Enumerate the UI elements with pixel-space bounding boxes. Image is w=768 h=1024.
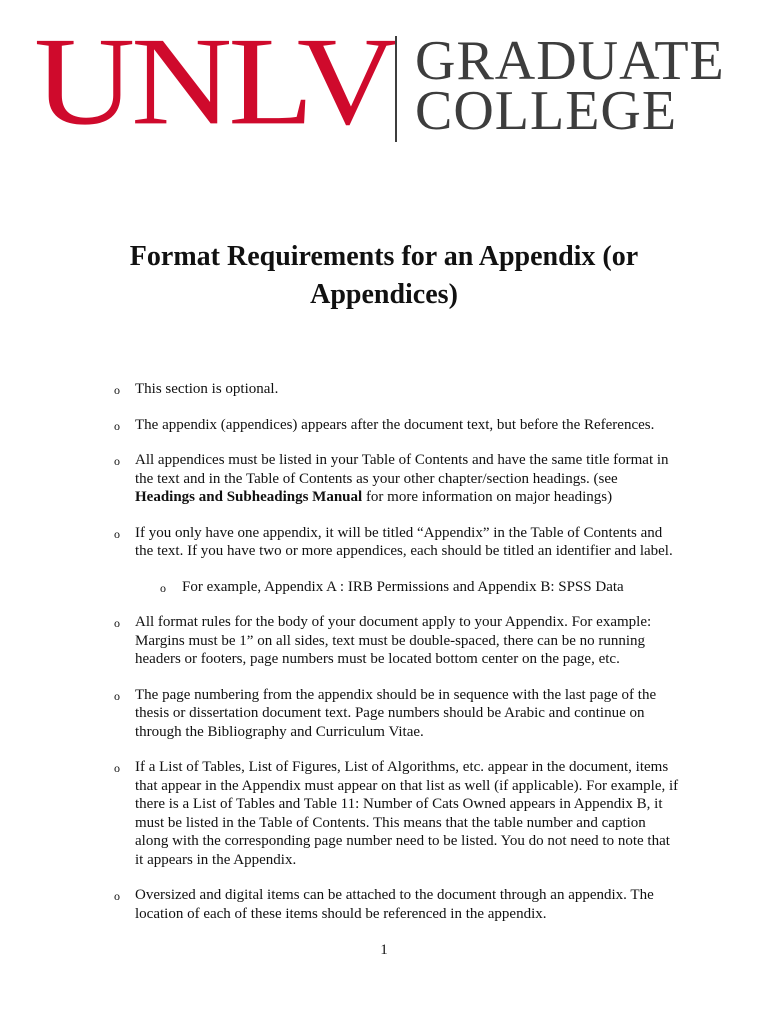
bullet-marker: o — [114, 526, 120, 541]
list-item-text: The page numbering from the appendix should be in sequence with the last page of the thesis or dissertation document text. Page numbers should be Arabic and continue on through the Bibliography and Curriculum Vitae. — [135, 686, 657, 740]
list-item-text: All appendices must be listed in your Table of Contents and have the same title format in the text and in the Table of Contents as your other chapter/section headings. (see — [135, 452, 669, 487]
list-item-text-continued: for more information on major headings) — [362, 489, 613, 505]
list-item — [0, 758, 768, 869]
bullet-marker: o — [114, 418, 120, 433]
list-item-text: For example, Appendix A : IRB Permissions and Appendix B: SPSS Data — [182, 578, 624, 595]
logo-graduate-college — [415, 30, 725, 142]
list-item-text: If you only have one appendix, it will be titled “Appendix” in the Table of Contents and the text. If you have two or more appendices, each should be titled an identifier and label. — [135, 524, 673, 559]
logo-divider — [395, 36, 397, 142]
list-item-text: The appendix (appendices) appears after the document text, but before the References. — [135, 416, 655, 433]
list-item-text: Oversized and digital items can be attached to the document through an appendix. The location of each of these items should be referenced in the appendix. — [135, 887, 654, 922]
list-item — [0, 686, 768, 742]
list-item — [0, 416, 768, 435]
logo-line-college: COLLEGE — [415, 80, 678, 142]
bullet-marker: o — [160, 580, 166, 595]
list-item — [0, 524, 768, 561]
list-item — [0, 451, 768, 507]
list-item-text: This section is optional. — [135, 381, 279, 397]
logo-unlv-wordmark: UNLV — [34, 11, 394, 152]
page-number: 1 — [380, 942, 388, 958]
list-item — [0, 613, 768, 669]
bullet-marker: o — [114, 383, 120, 397]
list-item — [0, 886, 768, 923]
bullet-marker: o — [114, 616, 120, 630]
bullet-marker: o — [114, 454, 120, 468]
list-item-text: If a List of Tables, List of Figures, List of Algorithms, etc. appear in the document, items that appear in the Appendix must appear on that list as well (if applicable). For example, if there is a List of Tables and Table 11: Number of Cats Owned appears in Appendix B, it must be listed in the Table of Contents. This means that the table number and caption along with the corresponding page number need to be listed. You do not need to note that it appears in the Appendix. — [135, 759, 679, 868]
bullet-marker: o — [114, 889, 120, 903]
document-title: Format Requirements for an Appendix (or Appendices) — [129, 241, 639, 310]
logo-line-graduate: GRADUATE — [415, 30, 725, 92]
list-item-text: All format rules for the body of your document apply to your Appendix. For example: Margins must be 1” on all sides, text must be double-spaced, there can be no running headers or footers, page numbers must be located bottom center on the page, etc. — [135, 614, 652, 667]
unlv-graduate-college-logo — [34, 11, 754, 152]
sub-list-item — [0, 578, 768, 597]
list-item — [0, 380, 768, 399]
bullet-marker: o — [114, 761, 120, 775]
headings-manual-reference: Headings and Subheadings Manual — [135, 489, 363, 505]
requirements-list — [0, 380, 768, 923]
bullet-marker: o — [114, 688, 120, 703]
